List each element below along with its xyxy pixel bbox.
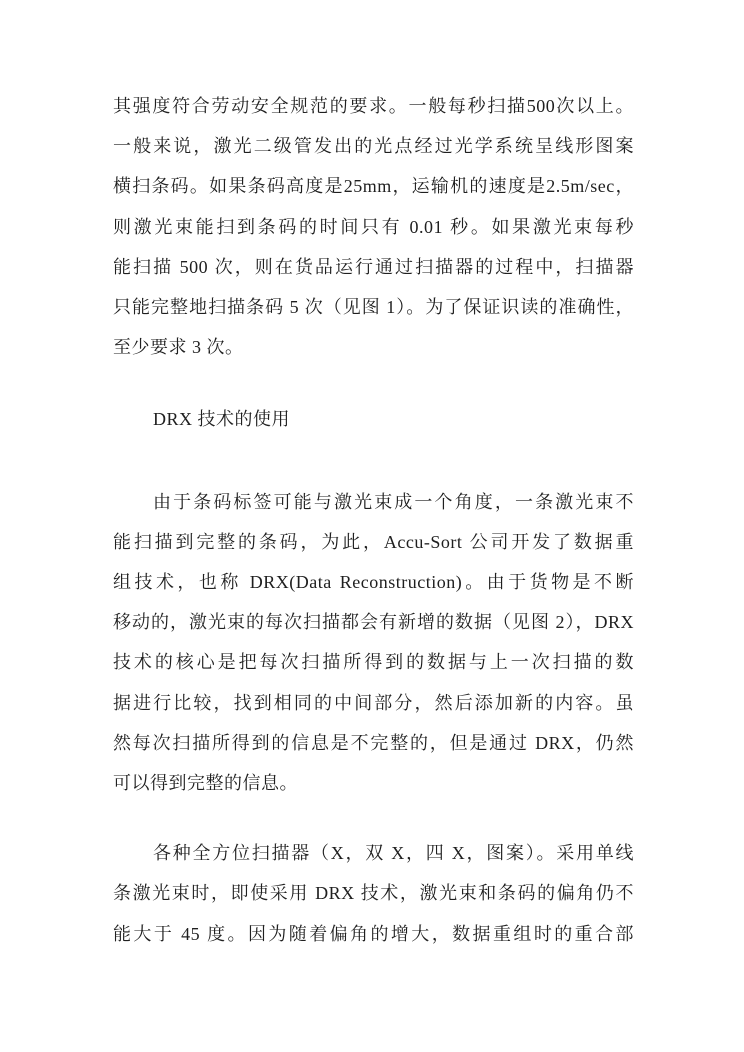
- text-line: 移动的，激光束的每次扫描都会有新增的数据（见图 2），DRX: [113, 612, 634, 633]
- text-line: 能大于 45 度。因为随着偏角的增大，数据重组时的重合部: [113, 923, 634, 944]
- text-line: 由于条码标签可能与激光束成一个角度，一条激光束不: [153, 491, 634, 512]
- text-line: 各种全方位扫描器（X，双 X，四 X，图案）。采用单线: [153, 843, 634, 864]
- paragraph-drx-technology: [113, 482, 634, 804]
- text-line: 则激光束能扫到条码的时间只有 0.01 秒。如果激光束每秒: [113, 216, 634, 237]
- text-line: 可以得到完整的信息。: [113, 773, 298, 794]
- text-line: 组技术，也称 DRX(Data Reconstruction)。由于货物是不断: [113, 572, 634, 593]
- text-line: 能扫描到完整的条码，为此，Accu-Sort 公司开发了数据重: [113, 531, 634, 552]
- text-block: [113, 0, 634, 954]
- text-line: 条激光束时，即使采用 DRX 技术，激光束和条码的偏角仍不: [113, 883, 634, 904]
- paragraph-scan-rate: [113, 86, 634, 367]
- text-line: 能扫描 500 次，则在货品运行通过扫描器的过程中，扫描器: [113, 256, 634, 277]
- text-line: 据进行比较，找到相同的中间部分，然后添加新的内容。虽: [113, 692, 634, 713]
- text-line: 横扫条码。如果条码高度是25mm，运输机的速度是2.5m/sec，: [113, 176, 634, 197]
- text-line: 技术的核心是把每次扫描所得到的数据与上一次扫描的数: [113, 652, 634, 673]
- text-line: 其强度符合劳动安全规范的要求。一般每秒扫描500次以上。: [113, 96, 634, 116]
- text-line: 一般来说，激光二级管发出的光点经过光学系统呈线形图案: [113, 136, 634, 157]
- text-line: 只能完整地扫描条码 5 次（见图 1）。为了保证识读的准确性，: [113, 297, 634, 318]
- paragraph-omni-scanners: [113, 833, 634, 954]
- text-line: 然每次扫描所得到的信息是不完整的，但是通过 DRX，仍然: [113, 732, 634, 753]
- text-line: 至少要求 3 次。: [113, 337, 244, 358]
- section-heading: DRX 技术的使用: [153, 409, 291, 430]
